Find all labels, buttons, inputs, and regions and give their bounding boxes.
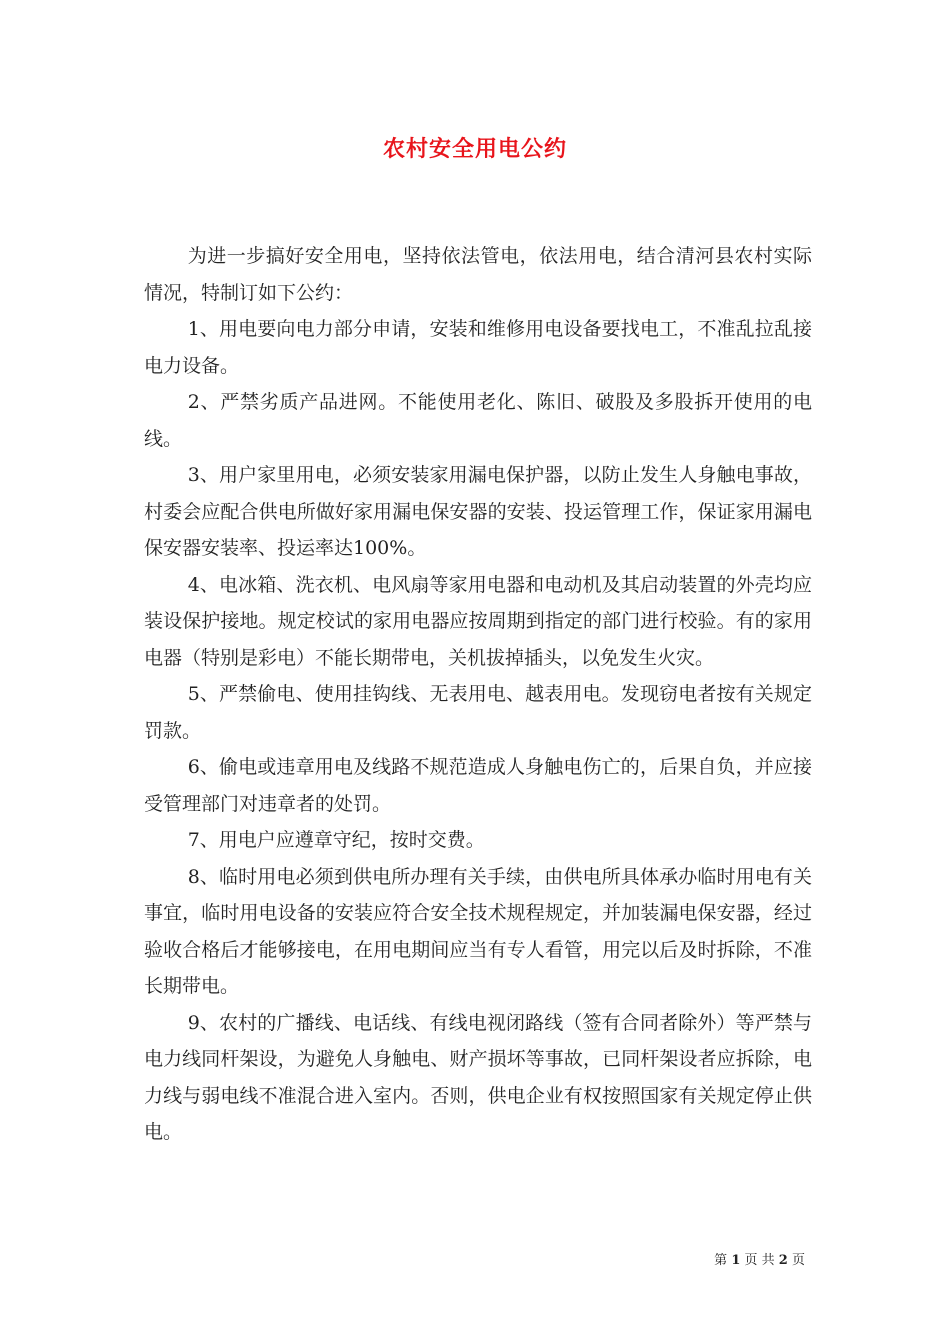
- footer-current-page: 1: [731, 1253, 741, 1268]
- clause-7: 7、用电户应遵章守纪，按时交费。: [187, 829, 485, 851]
- document-title: 农村安全用电公约: [382, 136, 567, 162]
- footer-suffix: 页: [791, 1253, 805, 1268]
- clause-9: 9、农村的广播线、电话线、有线电视闭路线（签有合同者除外）等严禁与电力线同杆架设，为避免人身触电、财产损坏等事故，已同杆架设者应拆除，电力线与弱电线不准混合进入室内。否则，供电企业有权按照国家有关规定停止供电。: [144, 1011, 812, 1143]
- footer-prefix: 第: [714, 1253, 728, 1268]
- intro-paragraph: 为进一步搞好安全用电，坚持依法管电，依法用电，结合清河县农村实际情况，特制订如下公约：: [144, 245, 812, 304]
- footer-total-pages: 2: [778, 1253, 788, 1268]
- clause-5: 5、严禁偷电、使用挂钩线、无表用电、越表用电。发现窃电者按有关规定罚款。: [144, 683, 812, 742]
- clause-3: 3、用户家里用电，必须安装家用漏电保护器，以防止发生人身触电事故，村委会应配合供电所做好家用漏电保安器的安装、投运管理工作，保证家用漏电保安器安装率、投运率达100%。: [144, 464, 812, 559]
- page-number-footer: [714, 1249, 805, 1268]
- footer-middle: 页 共: [744, 1253, 775, 1268]
- clause-4: 4、电冰箱、洗衣机、电风扇等家用电器和电动机及其启动装置的外壳均应装设保护接地。规定校试的家用电器应按周期到指定的部门进行校验。有的家用电器（特别是彩电）不能长期带电，关机拔掉插头，以免发生火灾。: [144, 573, 812, 669]
- clause-8: 8、临时用电必须到供电所办理有关手续，由供电所具体承办临时用电有关事宜，临时用电设备的安装应符合安全技术规程规定，并加装漏电保安器，经过验收合格后才能够接电，在用电期间应当有专人看管，用完以后及时拆除，不准长期带电。: [144, 865, 812, 997]
- clause-1: 1、用电要向电力部分申请，安装和维修用电设备要找电工，不准乱拉乱接电力设备。: [144, 318, 812, 377]
- clause-2: 2、严禁劣质产品进网。不能使用老化、陈旧、破股及多股拆开使用的电线。: [144, 391, 812, 450]
- document-body: [144, 238, 812, 1151]
- clause-6: 6、偷电或违章用电及线路不规范造成人身触电伤亡的，后果自负，并应接受管理部门对违章者的处罚。: [144, 756, 812, 815]
